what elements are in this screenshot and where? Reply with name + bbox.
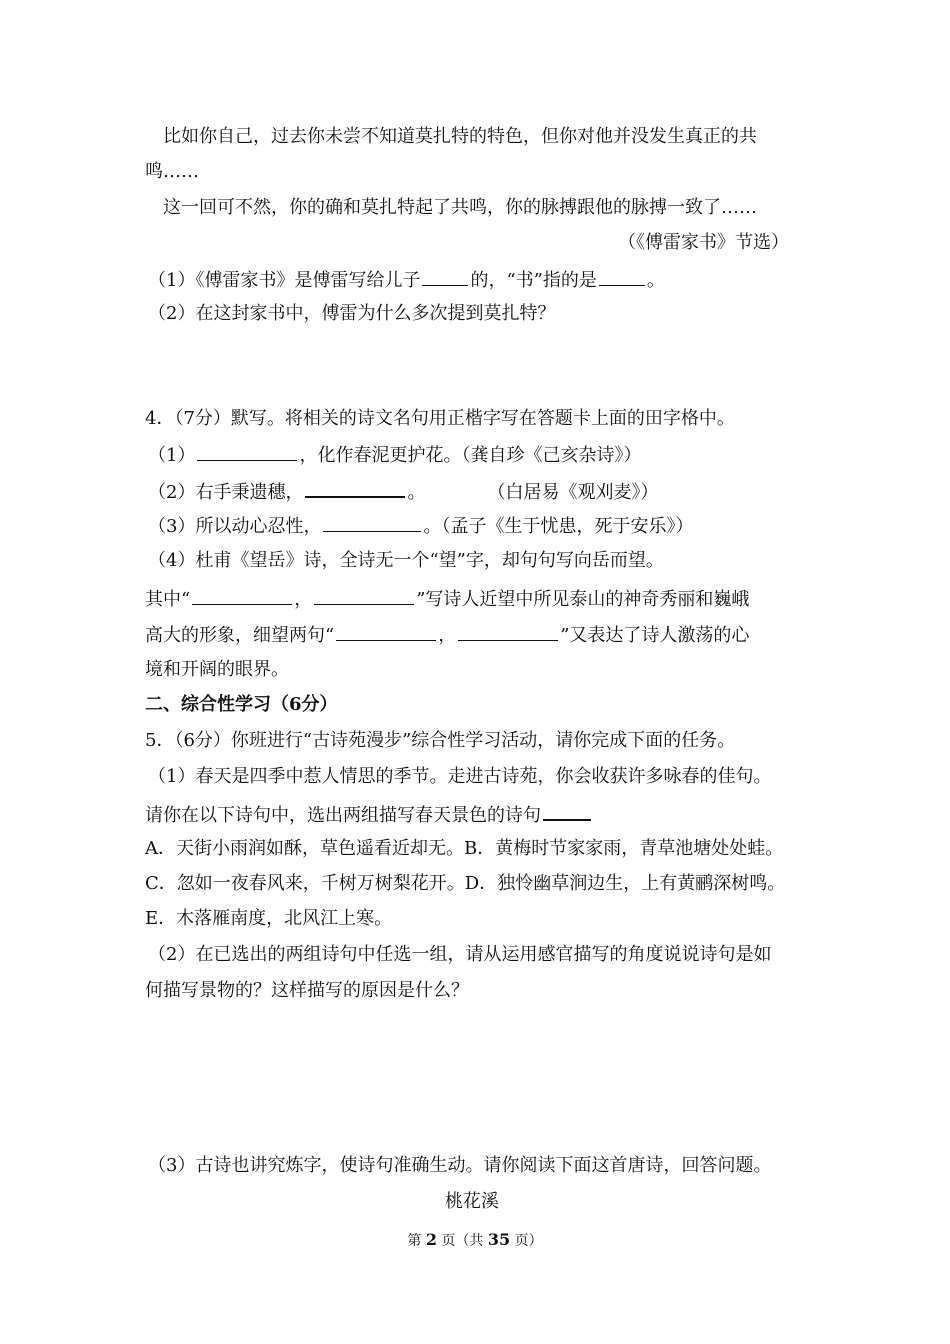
question-text: （1）《傅雷家书》是傅雷写给儿子 — [148, 270, 421, 291]
section-title-text: 二、综合性学习（6分） — [145, 694, 338, 715]
question-text: （4）杜甫《望岳》诗，全诗无一个“望”字，却句句写向岳而望。 — [148, 550, 664, 571]
passage-text: 比如你自己，过去你未尝不知道莫扎特的特色，但你对他并没发生真正的共 — [163, 126, 757, 147]
passage-paragraph-1 — [163, 125, 757, 149]
option-a: A．天街小雨润如酥，草色遥看近却无。 — [145, 838, 464, 859]
question-text: （3）所以动心忍性， — [148, 516, 322, 537]
question-text: 境和开阔的眼界。 — [145, 659, 289, 680]
footer-text: 页） — [514, 1233, 543, 1249]
q4-sub-4-line-4 — [145, 658, 289, 682]
answer-blank[interactable] — [458, 622, 558, 641]
source-text: （《傅雷家书》节选） — [618, 232, 789, 253]
passage-text: 鸣…… — [145, 161, 199, 182]
answer-blank[interactable] — [422, 267, 468, 286]
question-text: 的，“书”指的是 — [470, 270, 597, 291]
answer-blank[interactable] — [305, 478, 405, 498]
question-text: ， — [438, 625, 457, 646]
option-b: B．黄梅时节家家雨，青草池塘处处蛙。 — [464, 838, 784, 859]
q5-sub-2 — [148, 943, 771, 967]
q5-sub-2-line-2 — [145, 979, 469, 1003]
question-text: （2）在这封家书中，傅雷为什么多次提到莫扎特？ — [148, 303, 556, 324]
q4-sub-4-line-2 — [145, 586, 749, 612]
page-footer — [0, 1230, 950, 1251]
answer-blank[interactable] — [197, 442, 297, 461]
question-text: 。 — [407, 482, 426, 503]
q4-sub-4-line-3 — [145, 622, 749, 648]
q3-sub-2 — [148, 302, 555, 326]
passage-text: 这一回可不然，你的确和莫扎特起了共鸣，你的脉搏跟他的脉搏一致了…… — [163, 197, 757, 218]
answer-blank[interactable] — [192, 586, 292, 605]
question-text: 何描写景物的？这样描写的原因是什么？ — [145, 980, 469, 1001]
question-text: （2）在已选出的两组诗句中任选一组，请从运用感官描写的角度说说诗句是如 — [148, 944, 772, 965]
question-text: 。 — [646, 270, 665, 291]
question-text: ”又表达了诗人激荡的心 — [560, 625, 750, 646]
page-number: 2 — [425, 1230, 437, 1249]
q5-sub-1-line-2 — [145, 801, 593, 828]
answer-blank[interactable] — [336, 622, 436, 641]
question-text: ，化作春泥更护花。（龚自珍《己亥杂诗》） — [299, 445, 642, 466]
q4-sub-4 — [148, 549, 664, 573]
source-text: （白居易《观刈麦》） — [487, 482, 659, 503]
answer-blank[interactable] — [599, 267, 645, 286]
q4-sub-1 — [148, 442, 641, 468]
poem-title — [445, 1190, 499, 1214]
q5-sub-3 — [148, 1154, 771, 1178]
question-text: 4．（7分）默写。将相关的诗文名句用正楷字写在答题卡上面的田字格中。 — [145, 408, 735, 429]
option-e: E．木落雁南度，北风江上寒。 — [145, 908, 393, 929]
q4-heading — [145, 407, 735, 431]
passage-paragraph-2 — [163, 196, 757, 220]
q5-options-row-3 — [145, 907, 392, 931]
question-text: （3）古诗也讲究炼字，使诗句准确生动。请你阅读下面这首唐诗，回答问题。 — [148, 1155, 772, 1176]
question-text: ， — [294, 589, 313, 610]
answer-blank[interactable] — [543, 801, 591, 821]
passage-source — [618, 231, 789, 255]
footer-text: 第 — [407, 1233, 422, 1249]
q4-sub-2 — [148, 478, 658, 505]
poem-title-text: 桃花溪 — [445, 1191, 499, 1212]
question-text: （1）春天是四季中惹人情思的季节。走进古诗苑，你会收获许多咏春的佳句。 — [148, 766, 772, 787]
answer-blank[interactable] — [314, 586, 414, 605]
q4-sub-3 — [148, 513, 693, 539]
question-text: ”写诗人近望中所见泰山的神奇秀丽和巍峨 — [416, 589, 750, 610]
question-text: 其中“ — [145, 589, 191, 610]
question-text: 高大的形象，细望两句“ — [145, 625, 335, 646]
question-text: （2）右手秉遗穗， — [148, 482, 304, 503]
question-text: 5．（6分）你班进行“古诗苑漫步”综合性学习活动，请你完成下面的任务。 — [145, 730, 736, 751]
q3-sub-1 — [148, 267, 665, 293]
question-text: （1） — [148, 445, 196, 466]
q5-heading — [145, 729, 735, 753]
passage-paragraph-1-cont — [145, 160, 199, 184]
answer-blank[interactable] — [323, 513, 421, 532]
q5-options-row-2 — [145, 872, 785, 896]
footer-text: 页（共 — [441, 1233, 484, 1249]
question-text: 请你在以下诗句中，选出两组描写春天景色的诗句 — [145, 805, 541, 826]
section-title — [145, 693, 338, 717]
q5-sub-1 — [148, 765, 771, 789]
option-c: C．忽如一夜春风来，千树万树梨花开。 — [145, 873, 465, 894]
question-text: 。（孟子《生于忧患，死于安乐》） — [423, 516, 694, 537]
option-d: D．独怜幽草涧边生，上有黄鹂深树鸣。 — [464, 873, 786, 894]
q5-options-row-1 — [145, 837, 783, 861]
page-total: 35 — [487, 1230, 511, 1249]
